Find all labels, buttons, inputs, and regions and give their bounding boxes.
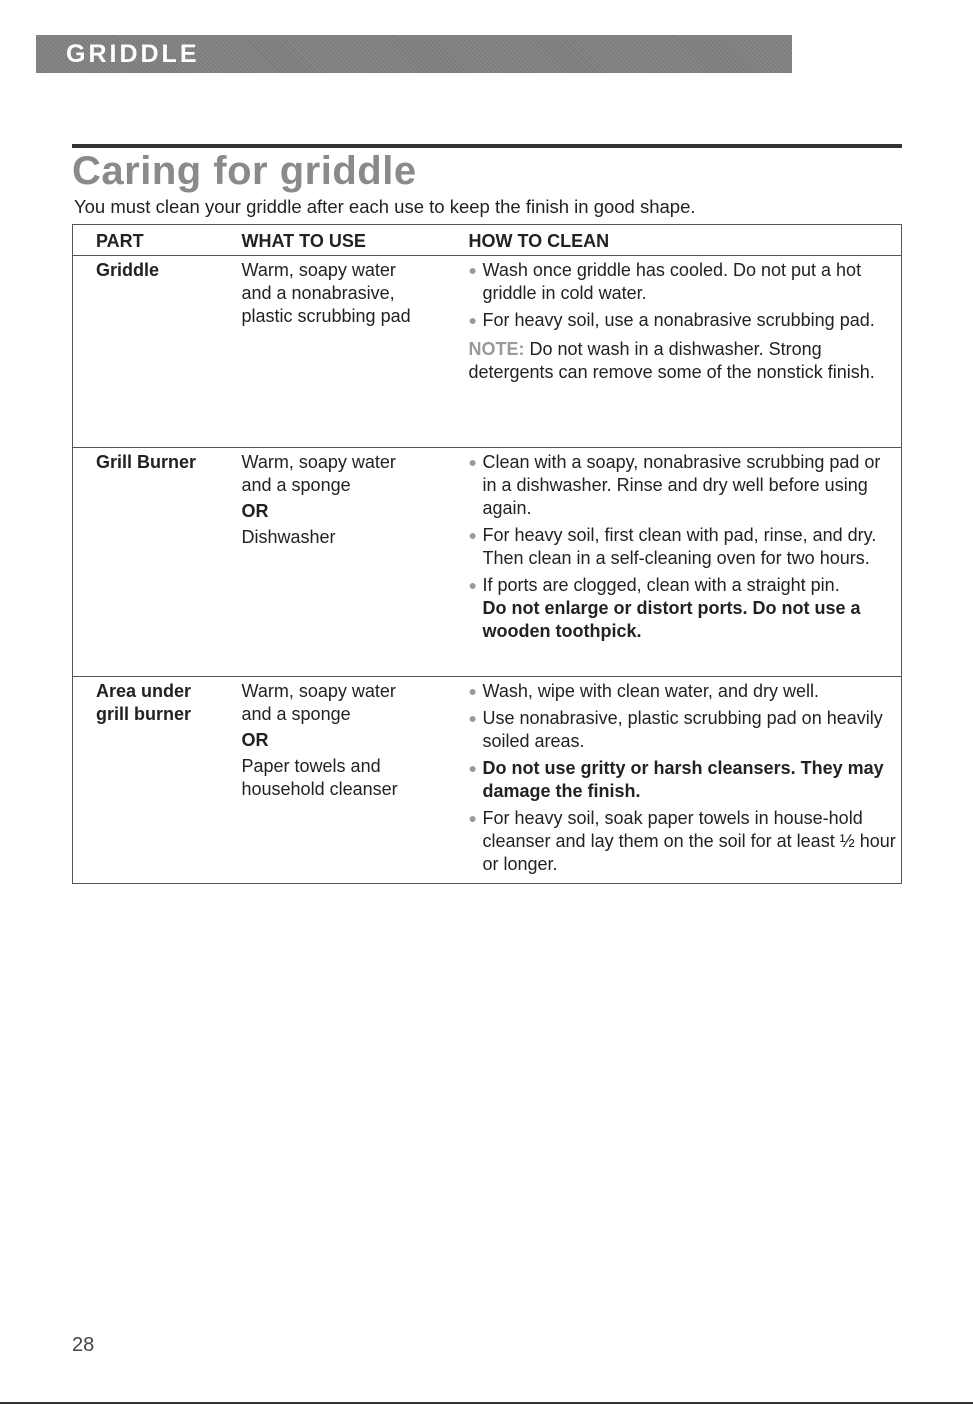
what-line: and a sponge [241, 704, 351, 724]
what-to-use-cell [242, 448, 469, 677]
what-line: Dishwasher [241, 527, 336, 547]
part-line: Area under [96, 681, 192, 701]
step-text: Wash, wipe with clean water, and dry well. [482, 681, 819, 701]
table-row [73, 256, 902, 448]
header-part: PART [73, 225, 242, 256]
intro-text: You must clean your griddle after each use to keep the finish in good shape. [74, 196, 696, 217]
bullet-icon: ● [468, 683, 477, 699]
what-line: Paper towels and [241, 756, 381, 776]
step-text: For heavy soil, use a nonabrasive scrubbing pad. [482, 310, 875, 330]
list-item [469, 680, 898, 703]
step-text: Do not use gritty or harsh cleansers. They may damage the finish. [482, 758, 884, 801]
how-to-clean-cell [469, 677, 902, 884]
bottom-rule [0, 1402, 973, 1404]
bullet-icon: ● [468, 710, 477, 726]
table-header-row [73, 225, 902, 256]
what-line: Warm, soapy water [241, 681, 396, 701]
list-item [469, 707, 898, 753]
header-what-to-use: WHAT TO USE [242, 225, 469, 256]
step-text: Use nonabrasive, plastic scrubbing pad on heavily soiled areas. [482, 708, 883, 751]
note-label: NOTE: [468, 339, 525, 359]
page-title: Caring for griddle [72, 149, 417, 193]
what-line: Warm, soapy water [241, 452, 396, 472]
how-to-clean-cell [469, 448, 902, 677]
bullet-icon: ● [468, 577, 477, 593]
list-item [469, 451, 898, 520]
table-row [73, 448, 902, 677]
care-table [72, 224, 902, 884]
list-item [469, 524, 898, 570]
list-item [469, 259, 898, 305]
part-cell: Griddle [73, 256, 242, 448]
step-text: Wash once griddle has cooled. Do not put a hot griddle in cold water. [482, 260, 862, 303]
list-item [469, 807, 898, 876]
step-text: Clean with a soapy, nonabrasive scrubbing pad or in a dishwasher. Rinse and dry well before using again. [482, 452, 881, 518]
bullet-icon: ● [468, 527, 477, 543]
bullet-icon: ● [468, 810, 477, 826]
how-to-clean-cell [469, 256, 902, 448]
or-label: OR [241, 730, 269, 750]
list-item [469, 309, 898, 332]
what-to-use-cell [242, 256, 469, 448]
bullet-icon: ● [468, 262, 477, 278]
step-text: If ports are clogged, clean with a straight pin. [482, 575, 840, 595]
list-item [469, 757, 898, 803]
warning-text: Do not enlarge or distort ports. Do not use a wooden toothpick. [482, 598, 861, 641]
part-line: grill burner [96, 704, 192, 724]
header-how-to-clean: HOW TO CLEAN [469, 225, 902, 256]
what-line: and a sponge [241, 475, 351, 495]
page-number: 28 [72, 1334, 95, 1356]
part-cell [73, 677, 242, 884]
or-label: OR [241, 501, 269, 521]
what-line: Warm, soapy water [241, 260, 396, 280]
what-line: household cleanser [241, 779, 398, 799]
section-banner [36, 35, 792, 73]
step-text: For heavy soil, soak paper towels in house-hold cleanser and lay them on the soil for at least ½ hour or longer. [482, 808, 896, 874]
bullet-icon: ● [468, 760, 477, 776]
what-line: plastic scrubbing pad [241, 306, 411, 326]
table-row [73, 677, 902, 884]
what-line: and a nonabrasive, [241, 283, 395, 303]
section-banner-label: GRIDDLE [66, 40, 200, 68]
step-text: For heavy soil, first clean with pad, rinse, and dry. Then clean in a self-cleaning oven for two hours. [482, 525, 877, 568]
list-item [469, 574, 898, 643]
part-cell: Grill Burner [73, 448, 242, 677]
note [469, 338, 898, 384]
note-text: Do not wash in a dishwasher. Strong detergents can remove some of the nonstick finish. [468, 339, 875, 382]
what-to-use-cell [242, 677, 469, 884]
bullet-icon: ● [468, 312, 477, 328]
bullet-icon: ● [468, 454, 477, 470]
